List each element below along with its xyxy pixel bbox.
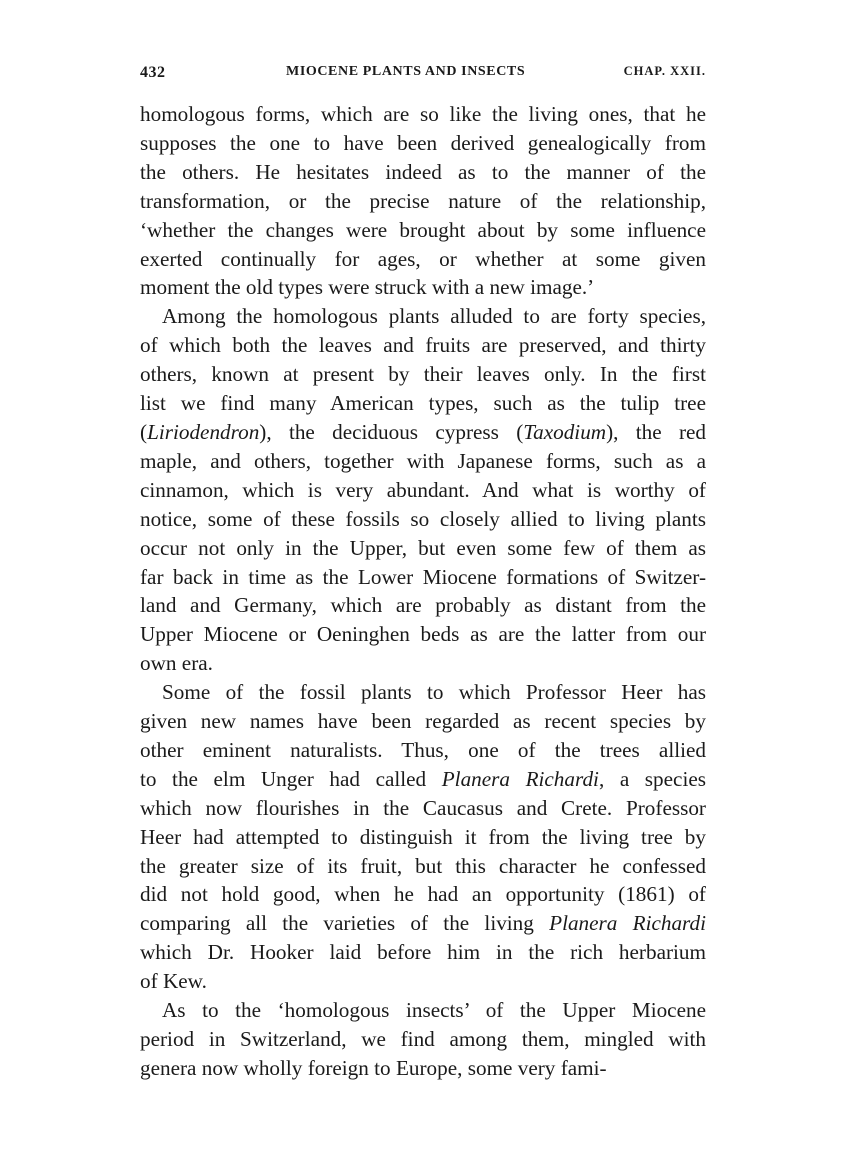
italic-term: Planera Richardi	[549, 911, 706, 936]
text-line: of Kew.	[140, 969, 207, 994]
running-title: MIOCENE PLANTS AND INSECTS	[286, 64, 526, 79]
italic-term: Planera Richardi	[441, 766, 599, 791]
text-line: the greater size of its fruit, but this character he confessed	[140, 853, 706, 878]
text-line: Heer had attempted to distinguish it from the living tree by	[140, 824, 706, 849]
text-line: did not hold good, when he had an opportunity (1861) of	[140, 882, 706, 907]
paragraph	[140, 678, 706, 996]
italic-term: Liriodendron	[147, 419, 260, 444]
book-page	[140, 58, 706, 1083]
paragraph	[140, 996, 706, 1083]
text-line: of which both the leaves and fruits are preserved, and thirty	[140, 333, 706, 358]
paragraph	[140, 302, 706, 678]
paragraph	[140, 100, 706, 302]
text-line: which now flourishes in the Caucasus and Crete. Professor	[140, 795, 706, 820]
text-line: land and Germany, which are probably as distant from the	[140, 593, 706, 618]
running-head	[140, 58, 706, 88]
text-line: Upper Miocene or Oeninghen beds as are the latter from our	[140, 622, 706, 647]
text-line: supposes the one to have been derived genealogically from	[140, 130, 706, 155]
page-number: 432	[140, 64, 166, 81]
text-line: (Liriodendron), the deciduous cypress (Taxodium), the red	[140, 419, 706, 444]
text-line: maple, and others, together with Japanese forms, such as a	[140, 448, 706, 473]
body-text	[140, 100, 706, 1083]
chapter-label: CHAP. XXII.	[623, 64, 706, 78]
text-line: moment the old types were struck with a new image.’	[140, 275, 595, 300]
text-line: which Dr. Hooker laid before him in the rich herbarium	[140, 940, 706, 965]
text-line: Among the homologous plants alluded to are forty species,	[162, 304, 706, 329]
text-line: far back in time as the Lower Miocene formations of Switzer-	[140, 564, 706, 589]
text-line: exerted continually for ages, or whether at some given	[140, 246, 706, 271]
text-line: other eminent naturalists. Thus, one of the trees allied	[140, 737, 706, 762]
text-line: notice, some of these fossils so closely allied to living plants	[140, 506, 706, 531]
text-line: others, known at present by their leaves only. In the first	[140, 362, 706, 387]
text-line: comparing all the varieties of the living Planera Richardi	[140, 911, 706, 936]
text-line: the others. He hesitates indeed as to the manner of the	[140, 159, 706, 184]
text-line: Some of the fossil plants to which Professor Heer has	[162, 680, 706, 705]
text-line: period in Switzerland, we find among them, mingled with	[140, 1027, 706, 1051]
text-line: cinnamon, which is very abundant. And what is worthy of	[140, 477, 706, 502]
text-line: ‘whether the changes were brought about by some influence	[140, 217, 706, 242]
text-line: to the elm Unger had called Planera Richardi, a species	[140, 766, 706, 791]
text-line: As to the ‘homologous insects’ of the Upper Miocene	[162, 998, 706, 1023]
text-line: list we find many American types, such as the tulip tree	[140, 391, 706, 416]
text-line: given new names have been regarded as recent species by	[140, 709, 706, 734]
text-line: occur not only in the Upper, but even some few of them as	[140, 535, 706, 560]
text-line: genera now wholly foreign to Europe, some very fami-	[140, 1055, 607, 1080]
text-line: homologous forms, which are so like the living ones, that he	[140, 102, 706, 126]
italic-term: Taxodium	[523, 419, 607, 444]
text-line: own era.	[140, 651, 213, 676]
text-line: transformation, or the precise nature of the relationship,	[140, 188, 706, 213]
